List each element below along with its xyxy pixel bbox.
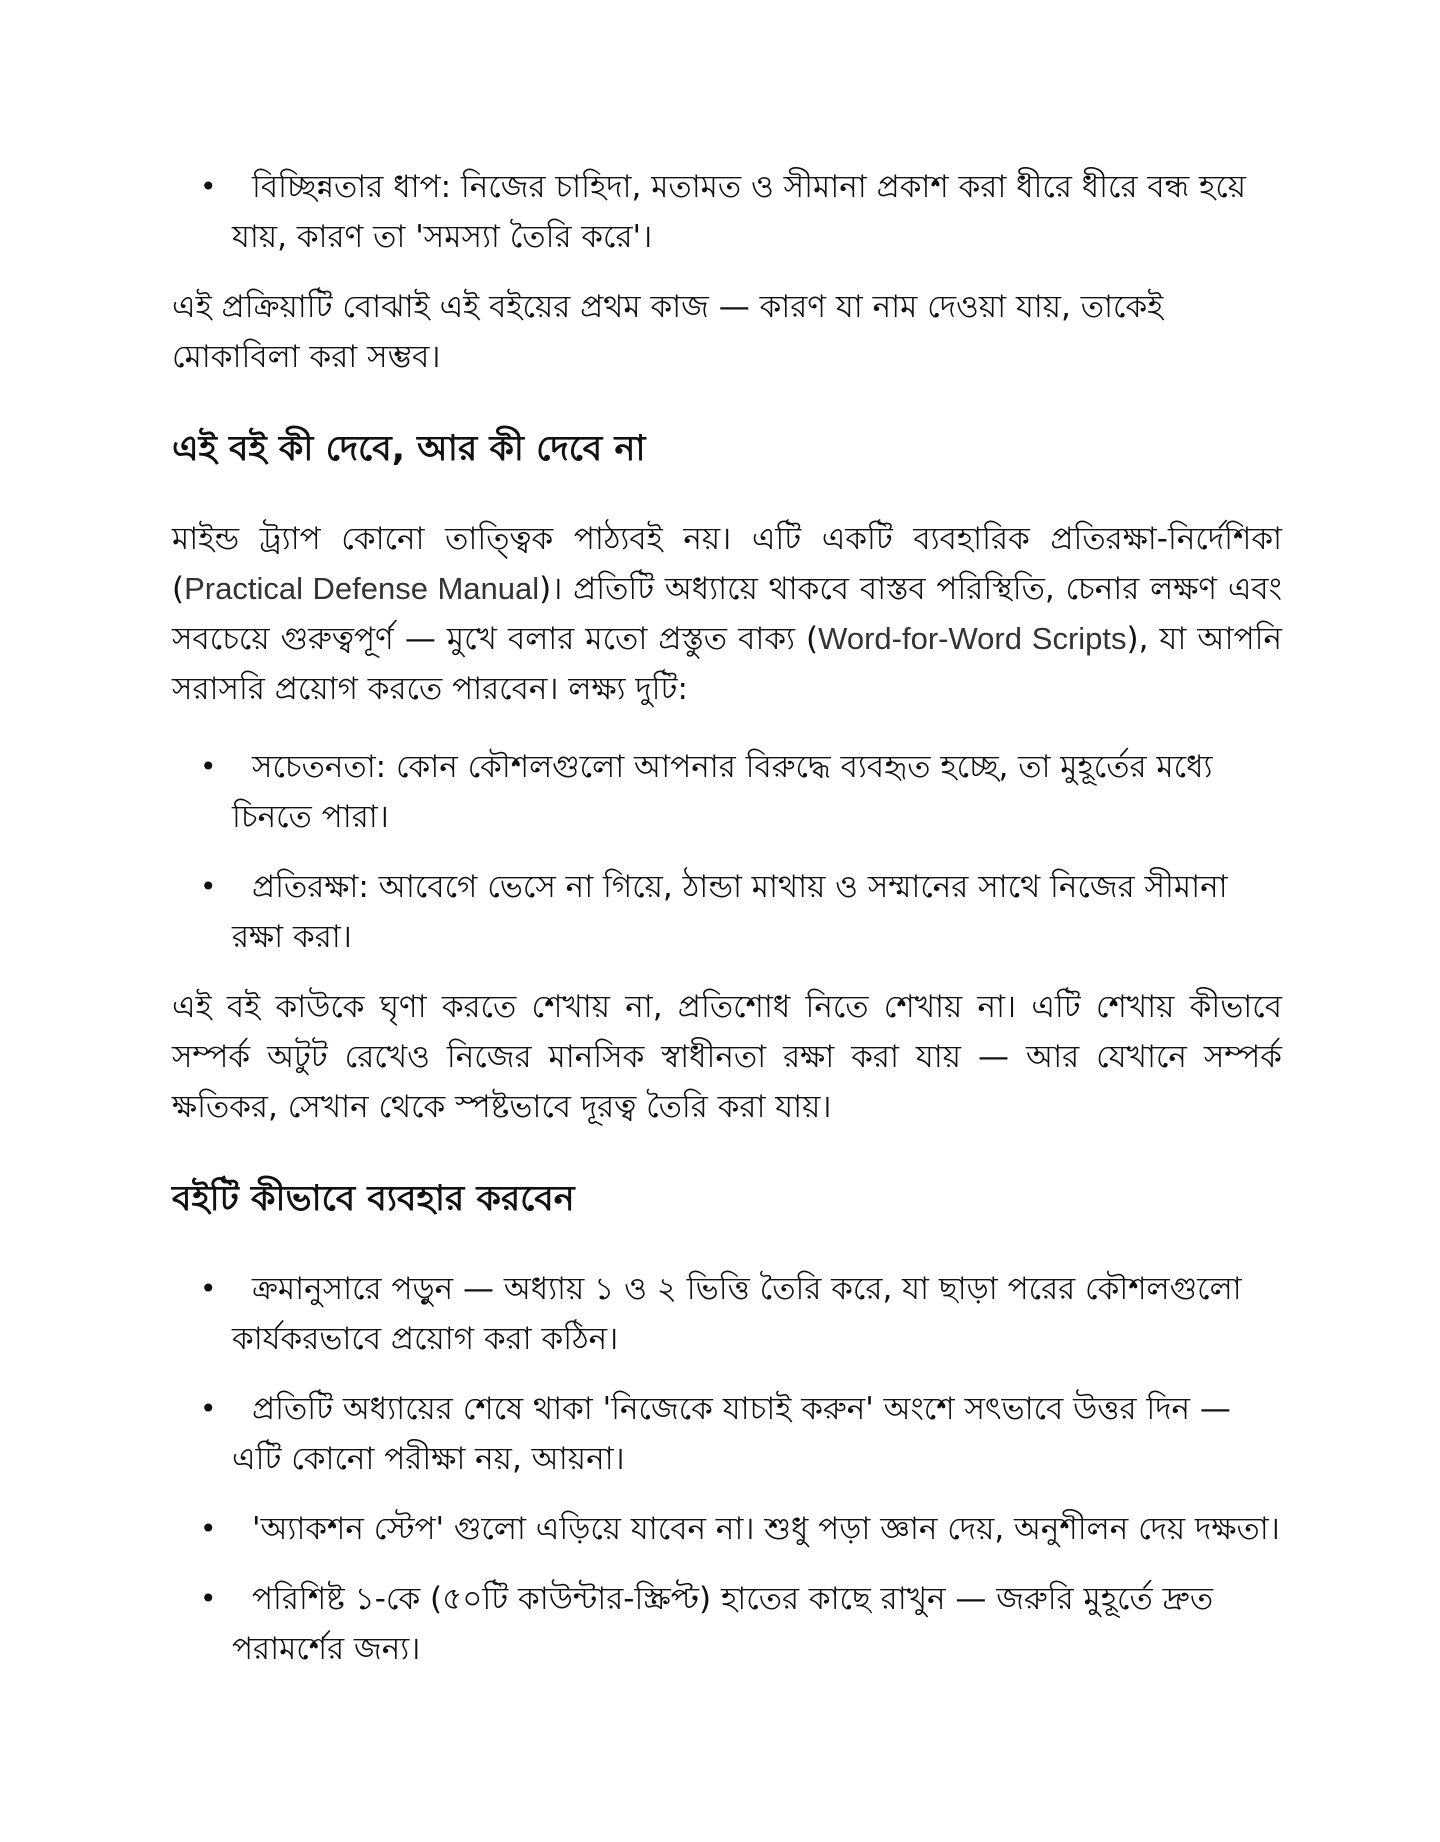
bullet-icon: • [200,1272,217,1305]
list-item [200,742,1282,842]
list-item [200,162,1282,262]
bullet-list-usage [172,1264,1282,1674]
list-item-text: প্রতিরক্ষা: আবেগে ভেসে না গিয়ে, ঠান্ডা মাথায় ও সম্মানের সাথে নিজের সীমানা রক্ষা করা। [232,869,1228,955]
bullet-icon: • [200,1512,217,1545]
document-page [172,162,1282,1694]
intro-text-2: )। প্রতিটি অধ্যায়ে থাকবে বাস্তব পরিস্থিতি, চেনার লক্ষণ এবং সবচেয়ে গুরুত্বপূর্ণ — মুখে বলার মতো প্রস্তুত বাক্য ( [172,571,1282,657]
list-item-text: প্রতিটি অধ্যায়ের শেষে থাকা 'নিজেকে যাচাই করুন' অংশে সৎভাবে উত্তর দিন — এটি কোনো পরীক্ষা নয়, আয়না। [232,1391,1231,1477]
paragraph-outro: এই বই কাউকে ঘৃণা করতে শেখায় না, প্রতিশোধ নিতে শেখায় না। এটি শেখায় কীভাবে সম্পর্ক অটুট রেখেও নিজের মানসিক স্বাধীনতা রক্ষা করা যায় — আর যেখানে সম্পর্ক ক্ষতিকর, সেখান থেকে স্পষ্টভাবে দূরত্ব তৈরি করা যায়। [172,989,1282,1125]
intro-latin-1: Practical Defense Manual [184,571,540,606]
list-item [200,1574,1282,1674]
list-item-text: পরিশিষ্ট ১-কে (৫০টি কাউন্টার-স্ক্রিপ্ট) হাতের কাছে রাখুন — জরুরি মুহূর্তে দ্রুত পরামর্শের জন্য। [232,1581,1214,1667]
bullet-icon: • [200,750,217,783]
paragraph-intro [172,514,1282,714]
list-item-text: বিচ্ছিন্নতার ধাপ: নিজের চাহিদা, মতামত ও সীমানা প্রকাশ করা ধীরে ধীরে বন্ধ হয়ে যায়, কারণ তা 'সমস্যা তৈরি করে'। [232,169,1247,255]
intro-text-3: ), যা আপনি সরাসরি প্রয়োগ করতে পারবেন। লক্ষ্য দুটি: [172,621,1282,707]
list-item-text: 'অ্যাকশন স্টেপ' গুলো এড়িয়ে যাবেন না। শুধু পড়া জ্ঞান দেয়, অনুশীলন দেয় দক্ষতা। [252,1511,1280,1547]
bullet-list-goals [172,742,1282,962]
list-item [200,1384,1282,1484]
intro-latin-2: Word-for-Word Scripts [818,621,1127,656]
list-item-text: ক্রমানুসারে পড়ুন — অধ্যায় ১ ও ২ ভিত্তি তৈরি করে, যা ছাড়া পরের কৌশলগুলো কার্যকরভাবে প্রয়োগ করা কঠিন। [232,1271,1242,1357]
intro-text-1: মাইন্ড ট্র্যাপ কোনো তাত্ত্বিক পাঠ্যবই নয়। এটি একটি ব্যবহারিক প্রতিরক্ষা-নির্দেশিকা ( [172,521,1282,607]
section-heading-how-to-use: বইটি কীভাবে ব্যবহার করবেন [172,1179,575,1219]
list-item-text: সচেতনতা: কোন কৌশলগুলো আপনার বিরুদ্ধে ব্যবহৃত হচ্ছে, তা মুহূর্তের মধ্যে চিনতে পারা। [232,749,1213,835]
list-item [200,862,1282,962]
section-heading-what-book-gives: এই বই কী দেবে, আর কী দেবে না [172,429,646,469]
paragraph-purpose: এই প্রক্রিয়াটি বোঝাই এই বইয়ের প্রথম কাজ — কারণ যা নাম দেওয়া যায়, তাকেই মোকাবিলা করা সম্ভব। [172,289,1164,375]
bullet-icon: • [200,870,217,903]
bullet-list-stages [172,162,1282,262]
bullet-icon: • [200,170,217,203]
list-item [200,1504,1282,1554]
list-item [200,1264,1282,1364]
bullet-icon: • [200,1582,217,1615]
bullet-icon: • [200,1392,217,1425]
